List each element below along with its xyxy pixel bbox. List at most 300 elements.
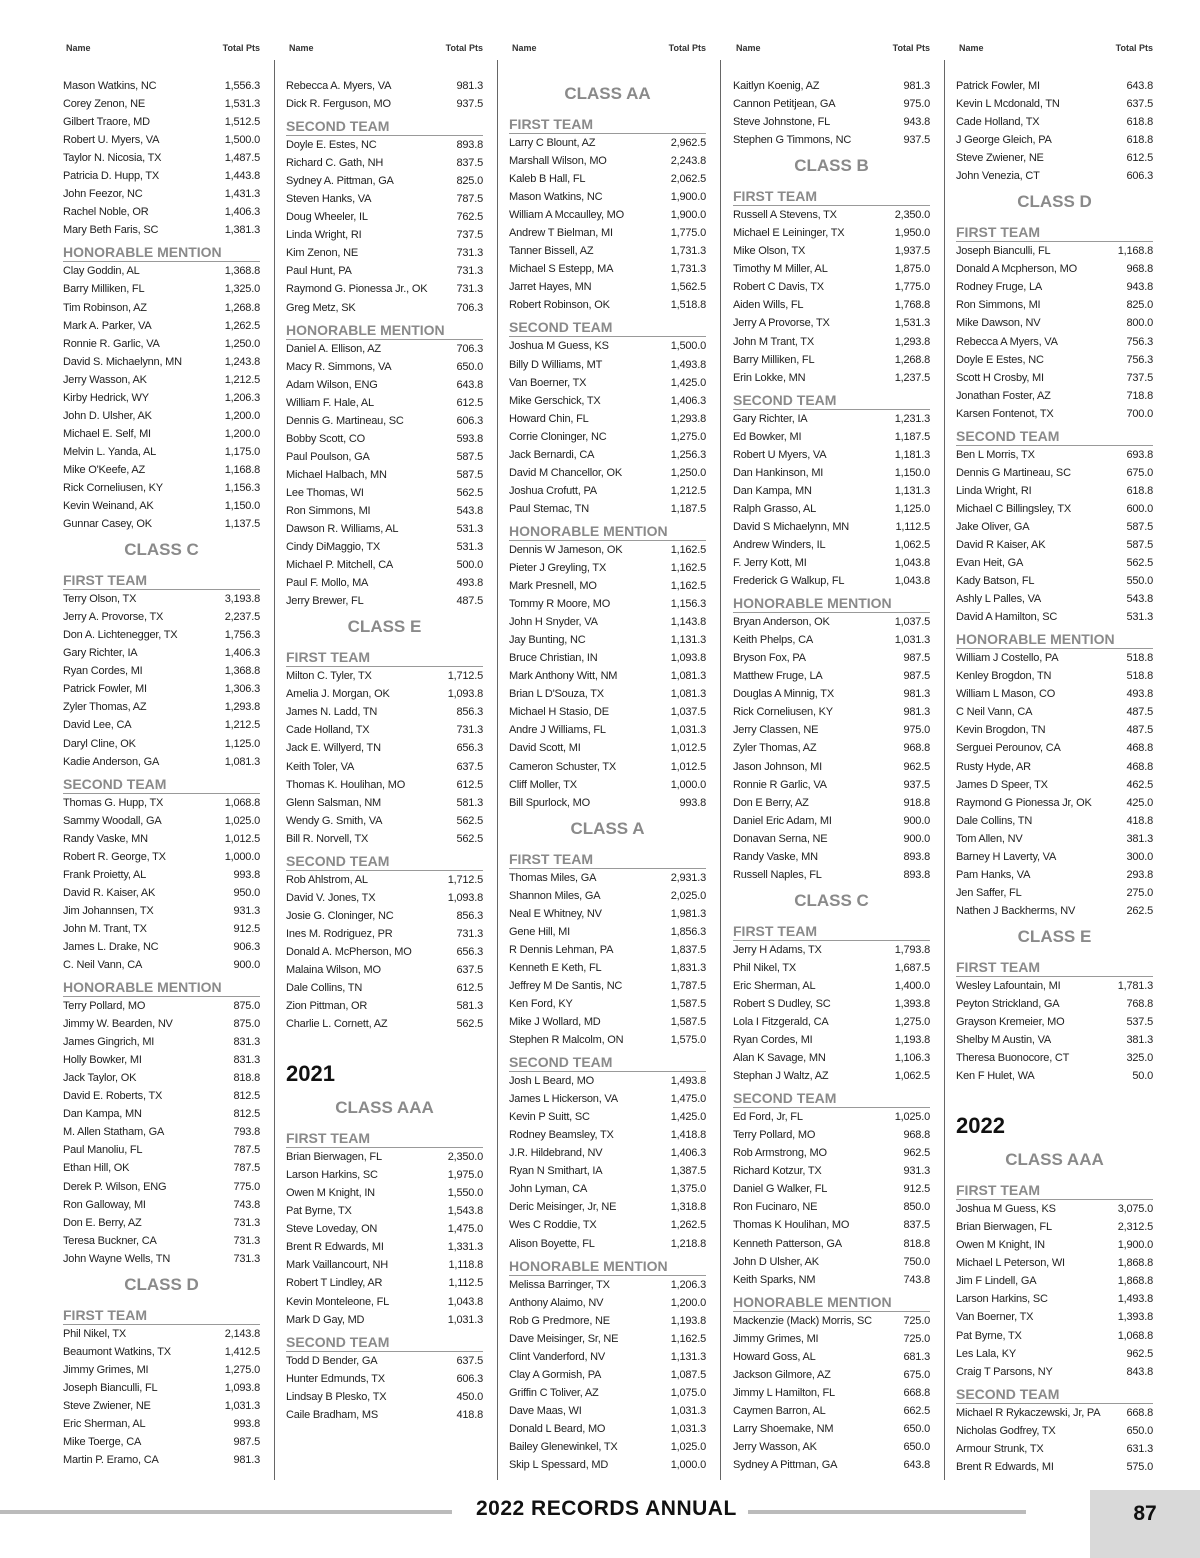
player-name: Mary Beth Faris, SC [63,224,159,237]
table-row [733,1402,930,1420]
table-row [956,758,1153,776]
table-row [63,497,260,515]
table-row [956,131,1153,149]
table-row [63,1159,260,1177]
total-points: 1,543.8 [447,1205,483,1218]
player-name: Mike O'Keefe, AZ [63,463,146,476]
player-name: Donavan Serna, NE [733,832,828,845]
table-row [733,296,930,314]
table-row [63,753,260,771]
total-points: 2,931.3 [670,871,706,884]
player-name: Jeffrey M De Santis, NC [509,979,623,992]
total-points: 1,487.5 [224,152,260,165]
total-points: 1,031.3 [447,1313,483,1326]
total-points: 1,831.3 [670,961,706,974]
table-row [956,884,1153,902]
total-points: 425.0 [1126,796,1153,809]
player-name: Melvin L. Yanda, AL [63,445,157,458]
player-name: James D Speer, TX [956,778,1048,791]
total-points: 731.3 [233,1234,260,1247]
table-row [733,739,930,757]
player-name: Randy Vaske, MN [63,832,148,845]
total-points: 637.5 [456,760,483,773]
table-row [956,590,1153,608]
total-points: 756.3 [1126,353,1153,366]
player-name: Jonathan Foster, AZ [956,389,1051,402]
player-name: Patrick Fowler, MI [63,683,147,696]
total-points: 1,268.8 [894,353,930,366]
class-heading: CLASS AAA [1005,1150,1104,1170]
table-row [733,351,930,369]
total-pts-header: Total Pts [668,43,706,53]
class-heading: CLASS E [347,617,422,637]
player-name: Adam Wilson, ENG [286,378,378,391]
table-row [286,1184,483,1202]
player-name: Zyler Thomas, AZ [733,742,817,755]
total-points: 893.8 [903,868,930,881]
total-points: 800.0 [1126,317,1153,330]
player-name: Corrie Cloninger, NC [509,430,607,443]
total-points: 700.0 [1126,407,1153,420]
table-row [286,1148,483,1166]
table-row [286,685,483,703]
total-points: 1,531.3 [224,98,260,111]
table-row [63,920,260,938]
total-points: 981.3 [233,1454,260,1467]
table-row [956,314,1153,332]
total-points: 1,093.8 [224,1381,260,1394]
total-points: 706.3 [456,301,483,314]
player-name: Armour Strunk, TX [956,1442,1044,1455]
table-row [509,887,706,905]
player-name: Beaumont Watkins, TX [63,1345,171,1358]
total-points: 1,000.0 [224,850,260,863]
total-points: 831.3 [233,1054,260,1067]
player-name: Erin Lokke, MN [733,371,806,384]
team-heading: FIRST TEAM [286,648,483,667]
player-name: Jay Bunting, NC [509,634,586,647]
total-points: 1,181.3 [894,448,930,461]
total-points: 493.8 [1126,688,1153,701]
table-row [956,351,1153,369]
total-points: 1,112.5 [895,520,930,533]
player-name: Douglas A Minnig, TX [733,688,834,701]
table-row [63,317,260,335]
total-points: 637.5 [456,1354,483,1367]
table-row [286,1166,483,1184]
table-row [733,1384,930,1402]
table-row [63,479,260,497]
class-heading: CLASS AAA [335,1098,434,1118]
table-row [733,703,930,721]
table-row [63,1325,260,1343]
player-name: Theresa Buonocore, CT [956,1052,1070,1065]
team-heading: FIRST TEAM [509,115,706,134]
table-row [733,536,930,554]
player-name: Sydney A Pittman, GA [733,1459,838,1472]
table-row [733,482,930,500]
player-name: Craig T Parsons, NY [956,1365,1053,1378]
player-name: Daryl Cline, OK [63,737,136,750]
class-heading: CLASS B [794,156,869,176]
team-heading: SECOND TEAM [733,1089,930,1108]
player-name: Bailey Glenewinkel, TX [509,1441,618,1453]
total-points: 1,162.5 [670,580,706,593]
page-number: 87 [1133,1502,1157,1525]
team-heading: SECOND TEAM [286,1333,483,1352]
total-points: 1,368.8 [224,665,260,678]
player-name: Aiden Wills, FL [733,299,804,312]
player-name: Jim Johannsen, TX [63,904,154,917]
player-name: Paul Manoliu, FL [63,1144,143,1157]
total-points: 1,031.3 [894,634,930,647]
column-2 [286,0,483,1490]
table-row [509,337,706,355]
total-points: 543.8 [456,504,483,517]
player-name: Linda Wright, RI [956,484,1032,497]
total-points: 2,350.0 [894,209,930,222]
total-points: 906.3 [233,940,260,953]
player-name: Richard C. Gath, NH [286,157,384,170]
column-body [286,77,483,1424]
player-name: Bruce Christian, IN [509,652,598,665]
total-points: 587.5 [1126,538,1153,551]
player-name: John H Snyder, VA [509,616,598,629]
table-row [63,644,260,662]
total-points: 1,868.8 [1117,1275,1153,1288]
total-points: 1,418.8 [670,1129,706,1142]
player-name: Thomas K Houlihan, MO [733,1219,850,1232]
total-points: 1,125.0 [224,737,260,750]
table-row [63,812,260,830]
total-points: 962.5 [903,760,930,773]
table-row [286,1370,483,1388]
table-row [63,1178,260,1196]
table-row [286,739,483,757]
total-points: 468.8 [1126,760,1153,773]
total-points: 587.5 [1126,520,1153,533]
total-points: 975.0 [903,98,930,111]
table-row [63,956,260,974]
player-name: Rob Ahlstrom, AL [286,873,368,886]
table-row [509,392,706,410]
total-points: 593.8 [456,432,483,445]
total-points: 1,268.8 [224,301,260,314]
table-row [509,1162,706,1180]
table-row [63,698,260,716]
table-row [509,869,706,887]
player-name: Clay A Gormish, PA [509,1368,602,1381]
total-points: 693.8 [1126,448,1153,461]
player-name: Jack E. Willyerd, TN [286,742,381,755]
table-row [956,149,1153,167]
table-row [509,1348,706,1366]
total-points: 1,575.0 [670,1034,706,1047]
total-points: 787.5 [233,1144,260,1157]
player-name: Kim Zenon, NE [286,247,358,260]
total-points: 1,293.8 [224,701,260,714]
total-points: 1,256.3 [670,448,706,461]
table-row [509,1108,706,1126]
player-name: Bryan Anderson, OK [733,616,830,629]
total-points: 1,412.5 [224,1345,260,1358]
total-points: 1,900.0 [670,209,706,222]
player-name: Bill R. Norvell, TX [286,832,369,845]
total-points: 531.3 [456,523,483,536]
table-row [509,923,706,941]
total-points: 1,562.5 [670,281,706,294]
total-points: 975.0 [903,724,930,737]
total-points: 981.3 [903,706,930,719]
team-heading: HONORABLE MENTION [63,243,260,262]
player-name: David E. Roberts, TX [63,1090,163,1103]
total-points: 1,500.0 [224,134,260,147]
total-points: 981.3 [903,688,930,701]
player-name: John M Trant, TX [733,335,814,348]
player-name: Kevin Weinand, AK [63,500,154,513]
table-row [286,154,483,172]
table-row [956,1200,1153,1218]
player-name: Andre J Williams, FL [509,724,606,737]
total-points: 1,212.5 [224,719,260,732]
table-row [286,667,483,685]
total-points: 1,187.5 [670,502,706,515]
total-points: 900.0 [233,959,260,972]
table-row [509,134,706,152]
table-row [733,242,930,260]
player-name: Alison Boyette, FL [509,1237,595,1250]
player-name: Thomas G. Hupp, TX [63,796,164,809]
total-points: 50.0 [1132,1070,1153,1083]
table-row [286,136,483,154]
player-name: Russell A Stevens, TX [733,209,837,222]
player-name: Dennis G. Martineau, SC [286,414,404,427]
total-points: 1,143.8 [670,616,706,629]
name-header: Name [736,43,761,53]
player-name: Larson Harkins, SC [286,1169,378,1182]
player-name: Clint Vanderford, NV [509,1350,606,1363]
table-row [733,1216,930,1234]
table-row [63,149,260,167]
total-points: 1,043.8 [894,575,930,588]
total-points: 1,875.0 [894,263,930,276]
table-row [63,1069,260,1087]
player-name: Malaina Wilson, MO [286,963,381,976]
team-heading: FIRST TEAM [509,850,706,869]
player-name: Don E. Berry, AZ [63,1216,142,1229]
total-points: 1,431.3 [224,188,260,201]
total-points: 837.5 [903,1219,930,1232]
player-name: Jerry Classen, NE [733,724,819,737]
table-row [286,538,483,556]
table-row [733,446,930,464]
player-name: David S. Michaelynn, MN [63,355,182,368]
total-points: 575.0 [1126,1460,1153,1473]
total-points: 1,081.3 [670,670,706,683]
total-points: 756.3 [1126,335,1153,348]
table-row [286,520,483,538]
table-row [509,776,706,794]
table-row [286,1311,483,1329]
total-points: 731.3 [233,1216,260,1229]
table-row [733,1330,930,1348]
table-row [63,1051,260,1069]
total-points: 1,493.8 [1117,1293,1153,1306]
player-name: James Gingrich, MI [63,1036,155,1049]
player-name: Lee Thomas, WI [286,486,364,499]
table-row [956,649,1153,667]
player-name: Corey Zenon, NE [63,98,145,111]
player-name: Caymen Barron, AL [733,1404,826,1417]
table-row [956,95,1153,113]
total-points: 1,387.5 [670,1165,706,1178]
table-row [733,77,930,95]
player-name: Kevin P Suitt, SC [509,1111,590,1124]
player-name: Paul Poulson, GA [286,450,370,463]
total-points: 1,475.0 [670,1093,706,1106]
total-points: 650.0 [903,1422,930,1435]
total-points: 612.5 [1126,152,1153,165]
player-name: Van Boerner, TX [509,376,587,389]
table-row [733,959,930,977]
player-name: Griffin C Toliver, AZ [509,1386,599,1399]
total-points: 1,375.0 [670,1183,706,1196]
total-points: 1,043.8 [894,557,930,570]
total-points: 650.0 [903,1441,930,1453]
player-name: Tommy R Moore, MO [509,598,611,611]
player-name: Marshall Wilson, MO [509,155,607,168]
table-row [286,172,483,190]
total-points: 1,112.5 [448,1277,483,1290]
player-name: Patricia D. Hupp, TX [63,170,160,183]
player-name: Dan Kampa, MN [733,484,812,497]
table-row [956,703,1153,721]
player-name: Jarret Hayes, MN [509,281,592,294]
table-row [956,572,1153,590]
table-row [956,464,1153,482]
player-name: Bryson Fox, PA [733,652,806,665]
total-points: 1,425.0 [670,1111,706,1124]
player-name: Robert Robinson, OK [509,299,610,312]
total-points: 1,712.5 [447,873,483,886]
table-row [509,1420,706,1438]
player-name: Derek P. Wilson, ENG [63,1180,167,1193]
player-name: Robert U. Myers, VA [63,134,160,147]
table-row [286,95,483,113]
total-points: 600.0 [1126,502,1153,515]
player-name: Mark D Gay, MD [286,1313,365,1326]
total-points: 1,443.8 [224,170,260,183]
total-points: 1,731.3 [670,263,706,276]
player-name: Rob G Predmore, NE [509,1314,610,1327]
total-points: 993.8 [679,796,706,809]
table-row [733,260,930,278]
table-row [956,77,1153,95]
table-row [63,443,260,461]
total-points: 1,518.8 [670,299,706,312]
total-points: 1,062.5 [894,1070,930,1083]
total-points: 1,137.5 [224,518,260,531]
table-row [733,1180,930,1198]
player-name: Mark Vaillancourt, NH [286,1259,388,1272]
total-points: 1,325.0 [224,283,260,296]
table-row [509,1312,706,1330]
total-points: 1,131.3 [894,484,930,497]
table-row [509,631,706,649]
total-points: 675.0 [903,1368,930,1381]
total-points: 537.5 [1126,1016,1153,1029]
player-name: Cliff Moller, TX [509,778,577,791]
table-row [509,995,706,1013]
total-points: 1,093.8 [447,688,483,701]
total-points: 1,318.8 [670,1201,706,1214]
team-heading: HONORABLE MENTION [286,321,483,340]
table-row [509,188,706,206]
player-name: Rodney Fruge, LA [956,281,1043,294]
table-row [733,1253,930,1271]
total-points: 1,381.3 [224,224,260,237]
total-points: 543.8 [1126,593,1153,606]
player-name: Jimmy L Hamilton, FL [733,1386,835,1399]
table-row [733,113,930,131]
total-points: 1,187.5 [894,430,930,443]
player-name: Jimmy Grimes, MI [733,1332,819,1345]
table-row [509,577,706,595]
total-points: 1,775.0 [894,281,930,294]
table-row [63,77,260,95]
player-name: Tom Allen, NV [956,832,1023,845]
total-points: 943.8 [1126,281,1153,294]
total-points: 937.5 [903,134,930,147]
player-name: Stephen R Malcolm, ON [509,1034,624,1047]
team-heading: SECOND TEAM [733,391,930,410]
table-row [733,941,930,959]
player-name: Jack Bernardi, CA [509,448,595,461]
total-points: 1,068.8 [1117,1329,1153,1342]
table-row [509,739,706,757]
total-points: 893.8 [903,850,930,863]
column-4 [733,0,930,1490]
total-points: 750.0 [903,1255,930,1268]
table-row [63,1087,260,1105]
player-name: Serguei Perounov, CA [956,742,1061,755]
year-heading: 2021 [286,1061,335,1087]
table-row [733,1420,930,1438]
player-name: Frederick G Walkup, FL [733,575,845,588]
player-name: Deric Meisinger, Jr, NE [509,1201,617,1214]
player-name: John Venezia, CT [956,170,1040,183]
footer-rule-right [748,1510,1026,1514]
player-name: Mike Dawson, NV [956,317,1041,330]
footer-title: 2022 RECORDS ANNUAL [476,1497,737,1520]
table-row [733,1013,930,1031]
player-name: Kenneth Patterson, GA [733,1237,842,1250]
player-name: Cameron Schuster, TX [509,760,617,773]
table-row [733,613,930,631]
table-row [509,152,706,170]
total-points: 1,243.8 [224,355,260,368]
total-points: 787.5 [233,1162,260,1175]
total-points: 1,206.3 [670,1278,706,1291]
table-row [733,830,930,848]
table-row [509,959,706,977]
player-name: Anthony Alaimo, NV [509,1296,604,1309]
player-name: Ryan Cordes, MI [63,665,143,678]
table-row [63,884,260,902]
table-row [509,595,706,613]
player-name: Michael E Leininger, TX [733,227,845,240]
total-points: 718.8 [1126,389,1153,402]
